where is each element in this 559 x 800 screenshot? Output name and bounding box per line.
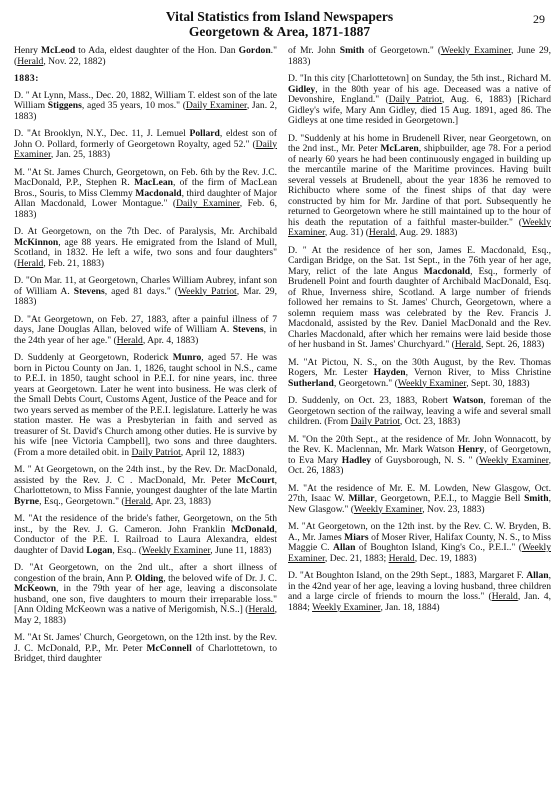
- notice-text: , Jan. 4, 1884;: [288, 591, 552, 613]
- notice-text: D. "At Georgetown, on Feb. 27, 1883, after a painful illness of 7 days, Jane Douglas Allan, beloved wife of William A.: [14, 313, 277, 335]
- source-citation: Weekly Examiner: [312, 601, 381, 613]
- notice-text: , age 88 years. He emigrated from the Island of Mull, Scotland, in 1832. He left a wife, two sons and four daughters" (: [14, 236, 277, 269]
- surname: Hadley: [341, 454, 372, 466]
- notice-text: , aged 57. He was born in Pictou County on Jan. 1, 1826, taught school in N.S., came to P.E.I. in 1850, taught school in P.E.I. for nine years, inc. three years at Georgetown. Later he went into business. He was clerk of the Small Debts Court, Customs Agent, Justice of the Peace and for two years served as member of the P.E.I. legislature. Latterly he was station master. He was a Presbyterian in faith and served as treasurer of St. David's Church among other duties. He is survive by his wife [nee Victoria Campbell], two sons and three daughters. (From a more detailed obit. in: [14, 352, 277, 458]
- source-citation: Weekly Examiner: [353, 503, 423, 515]
- notice-entry: [14, 129, 277, 161]
- surname: Miars: [344, 531, 369, 543]
- notice-text: D. " At the residence of her son, James E. Macdonald, Esq., Cardigan Bridge, on the Sat. 1st Sept., in the 76th year of her age, Mary, relict of the late Angus: [288, 244, 551, 277]
- notice-text: of Boughton Island, King's Co., P.E.I.." (: [355, 542, 522, 553]
- page-title-line-2: Georgetown & Area, 1871-1887: [188, 24, 371, 39]
- source-citation: Daily Examiner: [185, 100, 247, 111]
- surname: Gordon: [238, 45, 271, 56]
- notice-text: , in the 79th year of her age, leaving a disconsolate husband, one son, five daughters to mourn their irreparable loss." [Ann Olding McKeown was a native of Merigomish, N.S..] (: [14, 583, 277, 615]
- surname: MacLean: [134, 177, 173, 188]
- notice-text: D. At Georgetown, on the 7th Dec. of Paralysis, Mr. Archibald: [14, 226, 277, 237]
- surname: Sutherland: [288, 377, 334, 389]
- source-citation: Herald: [491, 591, 518, 602]
- notice-entry: [14, 227, 277, 269]
- notice-text: , Feb. 6, 1883): [14, 198, 278, 220]
- notice-text: , Georgetown, P.E.I., to Maggie Bell: [374, 493, 525, 504]
- year-heading: 1883:: [14, 73, 39, 84]
- source-citation: Herald: [124, 495, 151, 507]
- surname: McCourt: [236, 474, 275, 486]
- notice-text: ." (: [14, 45, 277, 67]
- notice-text: , Dec. 21, 1883;: [324, 552, 389, 564]
- surname: McKinnon: [14, 236, 59, 248]
- notice-text: , third daughter of Major Allan Macdonald, Lower Montague." (: [14, 187, 277, 209]
- notice-text: D. "At Georgetown, on the 2nd ult., after a short illness of congestion of the brain, Ann P.: [14, 562, 277, 584]
- notice-text: D. "At Boughton Island, on the 29th Sept., 1883, Margaret F.: [288, 570, 527, 581]
- source-citation: Herald: [388, 552, 415, 564]
- notice-text: , Aug. 29. 1883): [395, 227, 458, 238]
- notice-text: , Esq., Georgetown." (: [39, 495, 125, 507]
- source-citation: Weekly Examiner: [441, 45, 512, 56]
- surname: Smith: [524, 493, 549, 504]
- surname: McLaren: [380, 143, 419, 154]
- notice-text: , of Georgetown, to Eva Mary: [288, 444, 551, 466]
- source-citation: Herald: [248, 604, 275, 615]
- notice-text: , June 11, 1883): [210, 544, 272, 556]
- notice-text: , Apr. 4, 1883): [142, 334, 199, 346]
- notice-text: , Esq.. (: [112, 544, 142, 556]
- notice-text: , Dec. 19, 1883): [414, 552, 477, 564]
- surname: Smith: [339, 45, 365, 56]
- notice-text: , Feb. 21, 1883): [43, 257, 105, 269]
- notice-entry: [14, 168, 277, 221]
- notice-entry: [288, 46, 551, 67]
- notice-text: of Charlottetown, to Bridget, third daughter: [14, 642, 278, 664]
- notice-text: , in the 24th year of her age." (: [14, 324, 277, 346]
- notice-text: , Oct. 23, 1883): [399, 416, 461, 427]
- right-column: [288, 46, 551, 620]
- surname: McKeown: [14, 583, 57, 594]
- notice-text: M. "At St. James Church, Georgetown, on Feb. 6th by the Rev. J.C. MacDonald, P.P., Stephen R.: [14, 166, 277, 188]
- surname: McConnell: [146, 642, 192, 654]
- surname: Stevens: [232, 324, 264, 335]
- notice-text: of Guysborough, N. S. " (: [371, 454, 480, 466]
- notice-text: , Jan. 25, 1883): [50, 149, 111, 160]
- notice-text: M. "At Georgetown, on the 12th inst. by the Rev. C. W. Bryden, B. A., Mr. James: [288, 521, 551, 543]
- notice-text: , Oct. 26, 1883): [288, 454, 552, 476]
- source-citation: Herald: [454, 339, 481, 350]
- notice-entry: [14, 91, 277, 123]
- notice-text: , aged 35 years, 10 mos." (: [81, 100, 186, 111]
- notice-entry: [14, 633, 277, 665]
- notice-entry: [14, 353, 277, 458]
- notice-text: D. " At Lynn, Mass., Dec. 20, 1882, William T. eldest son of the late William: [14, 89, 277, 111]
- notice-text: , Nov. 22, 1882): [43, 55, 106, 67]
- notice-text: of Georgetown." (: [364, 45, 442, 56]
- notice-text: M. "On the 20th Sept., at the residence of Mr. John Wonnacott, by the Rev. K. Maclennan, Mr. Mark Watson: [288, 433, 551, 455]
- notice-text: , Sept. 30, 1883): [466, 377, 530, 389]
- source-citation: Daily Patriot: [388, 94, 442, 105]
- notice-text: D. "Suddenly at his home in Brudenell River, near Georgetown, on the 2nd inst., Mr. Peter: [288, 132, 551, 154]
- source-citation: Herald: [17, 55, 44, 67]
- notice-text: , June 29, 1883): [288, 45, 552, 67]
- notice-entry: [288, 571, 551, 613]
- notice-text: , May 2, 1883): [14, 604, 277, 626]
- surname: Millar: [348, 493, 375, 504]
- notice-text: , Aug. 31) (: [324, 227, 369, 238]
- notice-text: , April 12, 1883): [180, 446, 245, 458]
- source-citation: Weekly Examiner: [288, 216, 551, 238]
- surname: Logan: [86, 544, 113, 556]
- surname: Henry: [457, 444, 485, 455]
- notice-text: , the beloved wife of Dr. J. C.: [163, 572, 277, 584]
- notice-text: D. "On Mar. 11, at Georgetown, Charles William Aubrey, infant son of William A.: [14, 275, 277, 297]
- notice-entry: [14, 563, 277, 626]
- source-citation: Weekly Examiner: [397, 377, 467, 389]
- page-number: 29: [533, 12, 545, 26]
- source-citation: Daily Examiner: [14, 138, 277, 160]
- source-citation: Daily Examiner: [176, 198, 240, 209]
- notice-text: D. "At Brooklyn, N.Y., Dec. 11, J. Lemuel: [14, 128, 190, 139]
- notice-text: , Jan. 2, 1883): [14, 100, 278, 122]
- notice-entry: [288, 358, 551, 390]
- surname: McDonald: [231, 523, 275, 535]
- notice-text: D. Suddenly at Georgetown, Roderick: [14, 352, 173, 363]
- notice-entry: [14, 315, 277, 347]
- source-citation: Herald: [17, 257, 44, 269]
- notice-text: , Jan. 18, 1884): [380, 601, 440, 613]
- notice-text: Henry: [14, 45, 42, 56]
- left-column: [14, 46, 277, 672]
- surname: Gidley: [288, 83, 316, 95]
- notice-text: , Esq., formerly of Brudenell Point and fourth daughter of Archibald MacDonald, Esq. of Rhue, Inverness shire, Scotland. A large number of friends followed her remains to St. James' Church, Georgetown, where a solemn requiem mass was celebrated by the Rev. Francis J. Macdonald, assisted by the Rev. Daniel MacDonald and the Rev. Charles Macdonald, after which her remains were laid beside those of her husband in St. James' Churchyard." (: [288, 265, 551, 350]
- notice-text: , foreman of the Georgetown section of the railway, leaving a wife and several small children. (From: [288, 395, 551, 427]
- notice-entry: [288, 74, 551, 127]
- notice-text: , Nov. 23, 1883): [422, 503, 485, 515]
- page-title-line-1: Vital Statistics from Island Newspapers: [165, 9, 394, 24]
- notice-text: to Ada, eldest daughter of the Hon. Dan: [75, 45, 239, 56]
- source-citation: Herald: [116, 334, 143, 346]
- surname: Olding: [134, 572, 164, 584]
- source-citation: Herald: [368, 227, 395, 238]
- notice-text: , Charlottetown, to Miss Fannie, youngest daughter of the late Martin: [14, 474, 277, 496]
- notice-text: M. "At the residence of the bride's father, Georgetown, on the 5th inst., by the Rev. J. G. Cameron. John Franklin: [14, 513, 277, 535]
- surname: McLeod: [41, 45, 76, 56]
- notice-entry: [288, 396, 551, 428]
- notice-text: , Conductor of the P.E. I. Railroad to Laura Alexandra, eldest daughter of David: [14, 523, 277, 556]
- notice-entry: [288, 435, 551, 477]
- notice-entry: [288, 246, 551, 351]
- notice-text: , Mar. 29, 1883): [14, 285, 278, 307]
- notice-text: D. "In this city [Charlottetown] on Sunday, the 5th inst., Richard M.: [288, 73, 551, 84]
- notice-text: M. "At Pictou, N. S., on the 30th August, by the Rev. Thomas Rogers, Mr. Lester: [288, 356, 551, 378]
- notice-text: of Moser River, Halifax County, N. S., to Miss Maggie C.: [288, 531, 551, 553]
- notice-entry: [288, 484, 551, 516]
- surname: Watson: [452, 395, 484, 406]
- source-citation: Daily Patriot: [350, 416, 400, 427]
- surname: Macdonald: [135, 187, 182, 199]
- source-citation: Weekly Examiner: [479, 454, 549, 466]
- surname: Stevens: [73, 285, 105, 297]
- source-citation: Weekly Patriot: [178, 285, 237, 297]
- notice-entry: [14, 276, 277, 308]
- surname: Macdonald: [423, 265, 471, 277]
- notice-text: , aged 81 days." (: [104, 285, 179, 297]
- surname: Allan: [526, 570, 549, 581]
- surname: Munro: [172, 352, 202, 363]
- notice-text: , shipbuilder, age 78. For a period of nearly 60 years he had been continuously engaged in building up the mercantile marine of the Maritime provinces. Having built several vessels at Brudenell, about the year 1836 he removed to Richibucto where some of the finest ships of that day were constructed by him for Mr. Jardine of that port. Subsequently he returned to Georgetown where he still maintained up to the hour of his death the reputation of a faithful master-builder." (: [288, 143, 551, 228]
- notice-entry: [288, 134, 551, 239]
- surname: Allan: [333, 542, 356, 553]
- surname: Pollard: [189, 128, 220, 139]
- notice-text: of Mr. John: [288, 45, 340, 56]
- notice-text: , Georgetown." (: [333, 377, 398, 389]
- source-citation: Daily Patriot: [131, 446, 181, 458]
- notice-entry: [14, 465, 277, 507]
- notice-text: , Sept. 26, 1883): [480, 339, 545, 350]
- source-citation: Weekly Examiner: [141, 544, 211, 556]
- notice-text: , Aug. 6, 1883) [Richard Gidley's wife, Mary Ann Gidley, died 15 Aug. 1891, aged 86. The Gidleys at one time resided in Georgetown.]: [288, 94, 552, 126]
- surname: Byrne: [14, 495, 40, 507]
- notice-text: M. " At Georgetown, on the 24th inst., by the Rev. Dr. MacDonald, assisted by the Rev. J. C . MacDonald, Mr. Peter: [14, 464, 277, 486]
- notice-entry: [14, 46, 277, 67]
- notice-text: , New Glasgow." (: [288, 493, 551, 515]
- notice-text: D. Suddenly, on Oct. 23, 1883, Robert: [288, 395, 453, 406]
- notice-entry: [14, 514, 277, 556]
- surname: Hayden: [373, 367, 406, 378]
- notice-text: , in the 42nd year of her age, leaving a loving husband, three children and a large circle of friends to mourn the loss." (: [288, 570, 551, 602]
- surname: Stiggens: [47, 100, 82, 111]
- notice-text: , in the 80th year of his age. Deceased was a native of Devonshire, England." (: [288, 83, 551, 105]
- notice-text: , Apr. 23, 1883): [150, 495, 211, 507]
- source-citation: Weekly Examiner: [288, 542, 551, 564]
- notice-text: , Vernon River, to Miss Christine: [405, 367, 551, 378]
- notice-text: M. "At the residence of Mr. E. M. Lowden, New Glasgow, Oct. 27th, Isaac W.: [288, 482, 551, 504]
- notice-text: , of the firm of MacLean Bros., Souris, to Miss Clemmy: [14, 177, 277, 199]
- notice-text: , eldest son of John O. Pollard, formerly of Georgetown Royalty, aged 52." (: [14, 128, 277, 150]
- notice-entry: [288, 522, 551, 564]
- notice-text: M. "At St. James' Church, Georgetown, on the 12th inst. by the Rev. J. C. McDonald, P.P., Mr. Peter: [14, 632, 277, 654]
